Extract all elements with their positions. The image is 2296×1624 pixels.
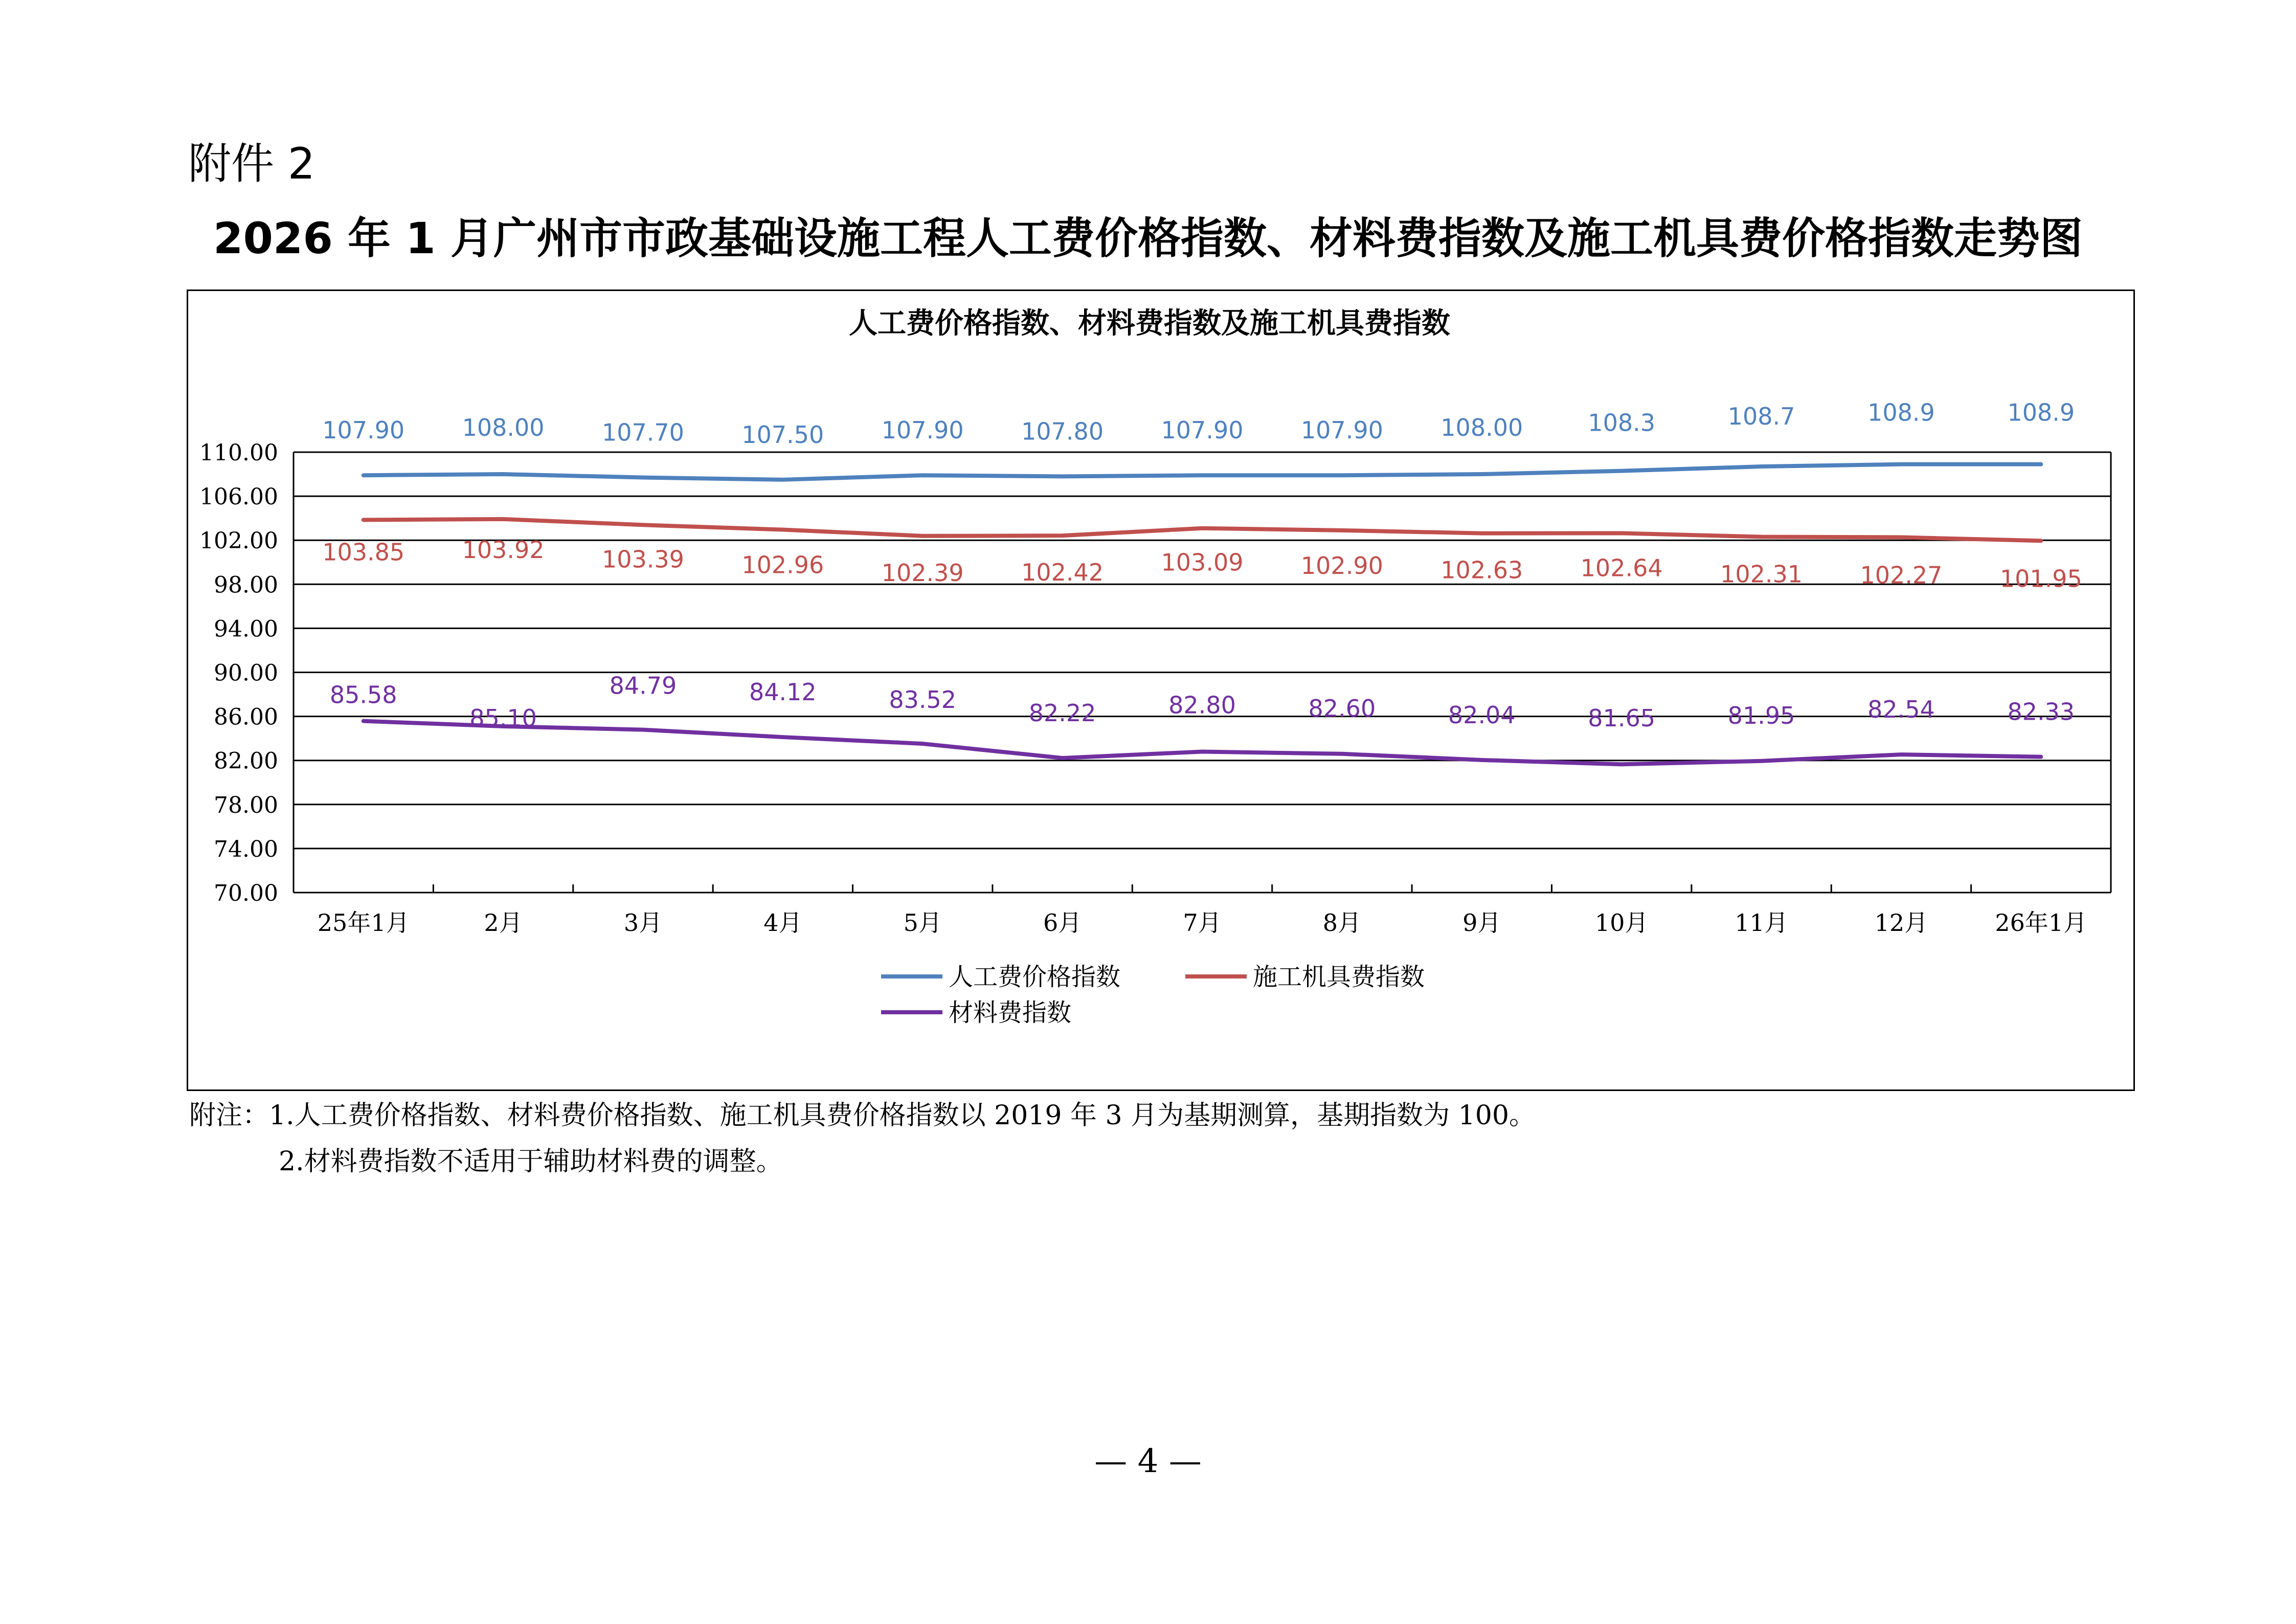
series-line-1 — [364, 519, 2041, 541]
data-label: 82.54 — [1867, 696, 1935, 724]
y-tick-label: 98.00 — [214, 572, 278, 598]
y-axis-ticks — [199, 440, 278, 906]
data-label: 103.85 — [322, 538, 405, 566]
x-tick-label: 2月 — [484, 909, 523, 937]
footnote-1: 附注：1.人工费价格指数、材料费价格指数、施工机具费价格指数以 2019 年 3 月为基期测算，基期指数为 100。 — [189, 1100, 1536, 1131]
data-label: 102.39 — [881, 559, 964, 587]
trend-chart — [188, 291, 2133, 1089]
x-tick-label: 26年1月 — [1995, 909, 2087, 937]
data-label: 103.39 — [601, 545, 684, 573]
legend-label: 材料费指数 — [949, 998, 1072, 1027]
data-label: 108.3 — [1588, 409, 1656, 437]
data-label: 103.09 — [1161, 548, 1244, 576]
series-line-0 — [364, 464, 2041, 480]
data-label: 102.27 — [1860, 561, 1943, 589]
x-tick-label: 9月 — [1462, 909, 1501, 937]
y-tick-label: 106.00 — [199, 484, 278, 510]
data-label: 82.04 — [1448, 701, 1516, 729]
data-label: 81.65 — [1588, 704, 1656, 732]
x-tick-label: 8月 — [1322, 909, 1362, 937]
data-label: 85.58 — [329, 681, 397, 709]
data-label: 85.10 — [469, 704, 537, 732]
data-label: 107.90 — [1161, 416, 1244, 444]
y-tick-label: 82.00 — [214, 748, 278, 774]
data-label: 107.90 — [881, 416, 964, 444]
x-tick-label: 6月 — [1043, 909, 1082, 937]
x-tick-label: 11月 — [1735, 909, 1788, 937]
data-label: 84.12 — [749, 678, 817, 706]
data-labels — [322, 399, 2082, 732]
data-label: 107.90 — [322, 416, 405, 444]
y-tick-label: 90.00 — [214, 660, 278, 686]
data-label: 82.22 — [1028, 699, 1096, 727]
y-tick-label: 110.00 — [199, 440, 278, 466]
data-label: 107.80 — [1021, 417, 1104, 446]
page-number: — 4 — — [1094, 1442, 1202, 1480]
document-title: 2026 年 1 月广州市市政基础设施工程人工费价格指数、材料费指数及施工机具费价格指数走势图 — [213, 213, 2083, 263]
data-label: 102.96 — [741, 551, 824, 579]
data-label: 108.00 — [462, 414, 545, 442]
data-label: 107.70 — [601, 418, 684, 447]
data-label: 84.79 — [609, 672, 677, 700]
data-label: 82.80 — [1168, 691, 1236, 719]
y-tick-label: 94.00 — [214, 616, 278, 642]
legend-label: 施工机具费指数 — [1253, 963, 1425, 991]
data-label: 101.95 — [1999, 565, 2082, 593]
data-label: 82.33 — [2007, 698, 2075, 726]
data-label: 81.95 — [1727, 701, 1795, 729]
x-tick-label: 7月 — [1183, 909, 1222, 937]
data-label: 108.00 — [1440, 414, 1523, 442]
data-label: 108.7 — [1727, 402, 1795, 430]
data-label: 102.64 — [1580, 554, 1663, 582]
footnote-2: 2.材料费指数不适用于辅助材料费的调整。 — [279, 1146, 783, 1177]
x-tick-label: 25年1月 — [317, 909, 410, 937]
data-label: 102.63 — [1440, 556, 1523, 584]
data-label: 107.50 — [741, 420, 824, 449]
data-label: 102.90 — [1300, 551, 1383, 580]
data-label: 82.60 — [1308, 694, 1376, 722]
legend-label: 人工费价格指数 — [949, 963, 1121, 991]
chart-container — [187, 290, 2135, 1091]
x-tick-label: 3月 — [623, 909, 663, 937]
data-label: 102.42 — [1021, 559, 1104, 587]
y-tick-label: 70.00 — [214, 880, 278, 906]
y-tick-label: 102.00 — [199, 528, 278, 554]
y-tick-label: 78.00 — [214, 792, 278, 818]
data-label: 108.9 — [2007, 398, 2075, 427]
y-tick-label: 86.00 — [214, 704, 278, 730]
data-label: 102.31 — [1720, 560, 1803, 588]
x-tick-label: 10月 — [1594, 909, 1649, 937]
chart-title: 人工费价格指数、材料费指数及施工机具费指数 — [849, 307, 1450, 340]
y-tick-label: 74.00 — [214, 836, 278, 862]
data-label: 107.90 — [1300, 416, 1383, 444]
x-tick-label: 5月 — [903, 909, 942, 937]
x-tick-label: 4月 — [763, 909, 802, 937]
data-label: 103.92 — [462, 536, 545, 564]
data-label: 108.9 — [1867, 398, 1935, 427]
attachment-label: 附件 2 — [188, 139, 316, 189]
chart-legend — [881, 963, 1425, 1027]
grid-lines — [294, 452, 2111, 893]
data-label: 83.52 — [889, 685, 957, 714]
x-tick-label: 12月 — [1874, 909, 1928, 937]
